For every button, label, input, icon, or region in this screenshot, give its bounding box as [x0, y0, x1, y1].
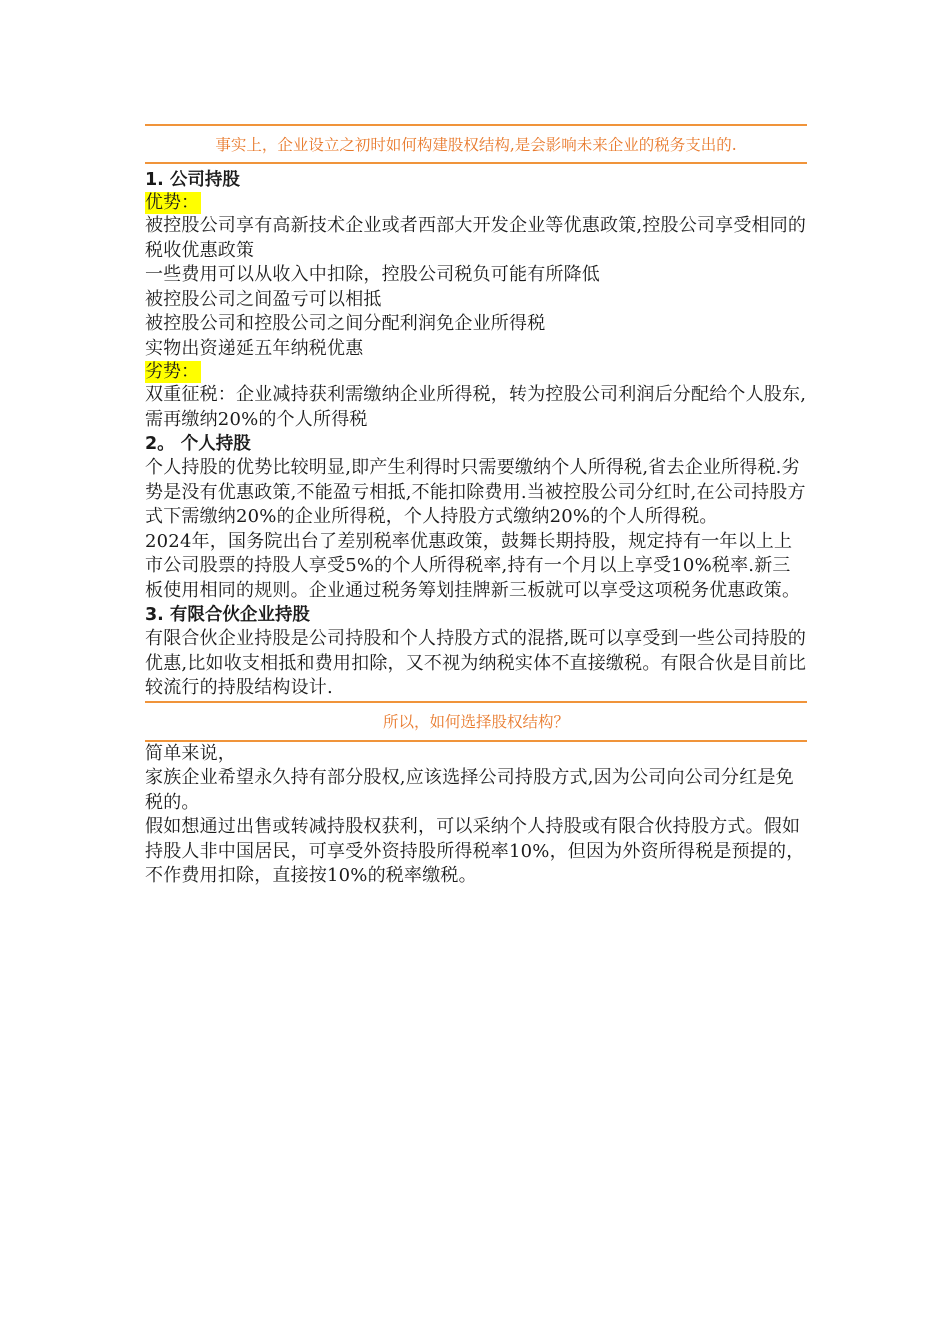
advantage-item: 实物出资递延五年纳税优惠 [145, 337, 364, 359]
conclusion-paragraph: 假如想通过出售或转减持股权获利，可以采纳个人持股或有限合伙持股方式。假如持股人非中国居民，可享受外资持股所得税率10%，但因为外资所得税是预提的，不作费用扣除，直接按10%的税率缴税。 [145, 816, 805, 886]
question-callout: 所以，如何选择股权结构？ [145, 701, 807, 742]
conclusion-paragraph: 简单来说， [145, 742, 236, 764]
advantage-item: 被控股公司享有高新技术企业或者西部大开发企业等优惠政策,控股公司享受相同的税收优惠政策 [145, 215, 807, 261]
intro-callout: 事实上，企业设立之初时如何构建股权结构,是会影响未来企业的税务支出的. [145, 124, 807, 164]
section-3-paragraph: 有限合伙企业持股是公司持股和个人持股方式的混搭,既可以享受到一些公司持股的优惠,比如收支相抵和费用扣除，又不视为纳税实体不直接缴税。有限合伙是目前比较流行的持股结构设计. [145, 628, 807, 698]
section-3-title: 3. 有限合伙企业持股 [145, 605, 310, 625]
conclusion-paragraph: 家族企业希望永久持有部分股权,应该选择公司持股方式,因为公司向公司分红是免税的。 [145, 767, 794, 813]
section-2-paragraph: 2024年，国务院出台了差别税率优惠政策，鼓舞长期持股，规定持有一年以上上市公司股票的持股人享受5%的个人所得税率,持有一个月以上享受10%税率.新三板使用相同的规则。企业通过税务筹划挂牌新三板就可以享受这项税务优惠政策。 [145, 530, 801, 601]
section-2-title: 2。 个人持股 [145, 434, 251, 454]
advantage-item: 被控股公司之间盈亏可以相抵 [145, 288, 382, 310]
advantages-tag: 优势： [145, 192, 199, 213]
section-2-paragraph: 个人持股的优势比较明显,即产生利得时只需要缴纳个人所得税,省去企业所得税.劣势是没有优惠政策,不能盈亏相抵,不能扣除费用.当被控股公司分红时,在公司持股方式下需缴纳20%的企业所得税，个人持股方式缴纳20%的个人所得税。 [145, 457, 806, 527]
disadvantages-tag: 劣势： [145, 361, 199, 382]
advantage-item: 被控股公司和控股公司之间分配利润免企业所得税 [145, 313, 546, 334]
advantage-item: 一些费用可以从收入中扣除，控股公司税负可能有所降低 [145, 264, 600, 285]
section-1-title: 1. 公司持股 [145, 170, 240, 190]
disadvantage-item: 双重征税：企业减持获利需缴纳企业所得税，转为控股公司利润后分配给个人股东,需再缴纳20%的个人所得税 [145, 384, 807, 430]
document-page [145, 124, 807, 889]
